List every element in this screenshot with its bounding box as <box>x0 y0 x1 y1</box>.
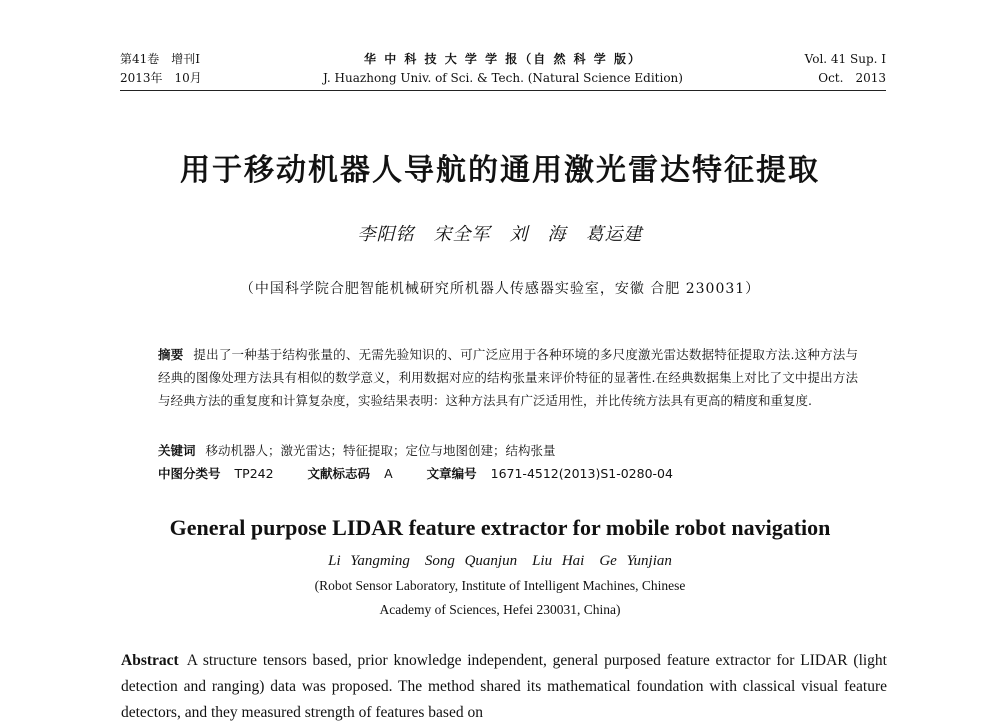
journal-name <box>120 50 886 88</box>
date-line-en: Oct. 2013 <box>818 71 886 85</box>
clc-label: 中图分类号 <box>158 466 221 481</box>
abstract-en-text: A structure tensors based, prior knowledge independent, general purposed feature extractor for LIDAR (light detection and ranging) data was proposed. The method shared its mathematical foundation with classical visual feature detectors, and they measured strength of features based on <box>121 652 887 721</box>
keywords-cn-text: 移动机器人；激光雷达；特征提取；定位与地图创建；结构张量 <box>205 443 556 458</box>
affiliation-en-line2: Academy of Sciences, Hefei 230031, China) <box>379 602 621 617</box>
abstract-cn-label: 摘要 <box>158 347 184 362</box>
classification-line <box>158 462 858 485</box>
paper-title-cn: 用于移动机器人导航的通用激光雷达特征提取 <box>180 153 820 188</box>
affiliation-cn: （中国科学院合肥智能机械研究所机器人传感器实验室，安徽 合肥 230031） <box>239 281 761 297</box>
header-rule <box>120 90 886 91</box>
affiliation-en <box>0 574 1000 622</box>
article-number-label: 文章编号 <box>426 466 477 481</box>
abstract-en <box>121 648 887 726</box>
article-number-value: 1671-4512(2013)S1-0280-04 <box>490 466 673 481</box>
doc-code-value: A <box>384 466 393 481</box>
volume-issue-en <box>805 50 886 88</box>
keywords-cn <box>158 439 858 462</box>
volume-line: 第41卷 增刊Ⅰ <box>120 52 201 66</box>
clc-value: TP242 <box>234 466 274 481</box>
paper-title-en: General purpose LIDAR feature extractor for mobile robot navigation <box>169 515 831 540</box>
abstract-cn <box>158 343 858 412</box>
authors-cn: 李阳铭 宋全军 刘 海 葛运建 <box>357 224 643 245</box>
abstract-en-label: Abstract <box>121 652 179 669</box>
journal-name-en: J. Huazhong Univ. of Sci. & Tech. (Natural Science Edition) <box>323 71 683 85</box>
running-header <box>120 50 886 92</box>
doc-code-label: 文献标志码 <box>307 466 371 481</box>
affiliation-en-line1: (Robot Sensor Laboratory, Institute of Intelligent Machines, Chinese <box>314 578 686 593</box>
authors-en: Li Yangming Song Quanjun Liu Hai Ge Yunjian <box>328 553 672 569</box>
volume-line-en: Vol. 41 Sup. Ⅰ <box>804 52 886 66</box>
keywords-cn-label: 关键词 <box>158 443 196 458</box>
journal-name-cn: 华 中 科 技 大 学 学 报（自 然 科 学 版） <box>364 52 642 66</box>
abstract-cn-text: 提出了一种基于结构张量的、无需先验知识的、可广泛应用于各种环境的多尺度激光雷达数据特征提取方法.这种方法与经典的图像处理方法具有相似的数学意义，利用数据对应的结构张量来评价特征的显著性.在经典数据集上对比了文中提出方法与经典方法的重复度和计算复杂度，实验结果表明：这种方法具有广泛适用性，并比传统方法具有更高的精度和重复度. <box>158 347 858 408</box>
date-line: 2013年 10月 <box>120 71 202 85</box>
